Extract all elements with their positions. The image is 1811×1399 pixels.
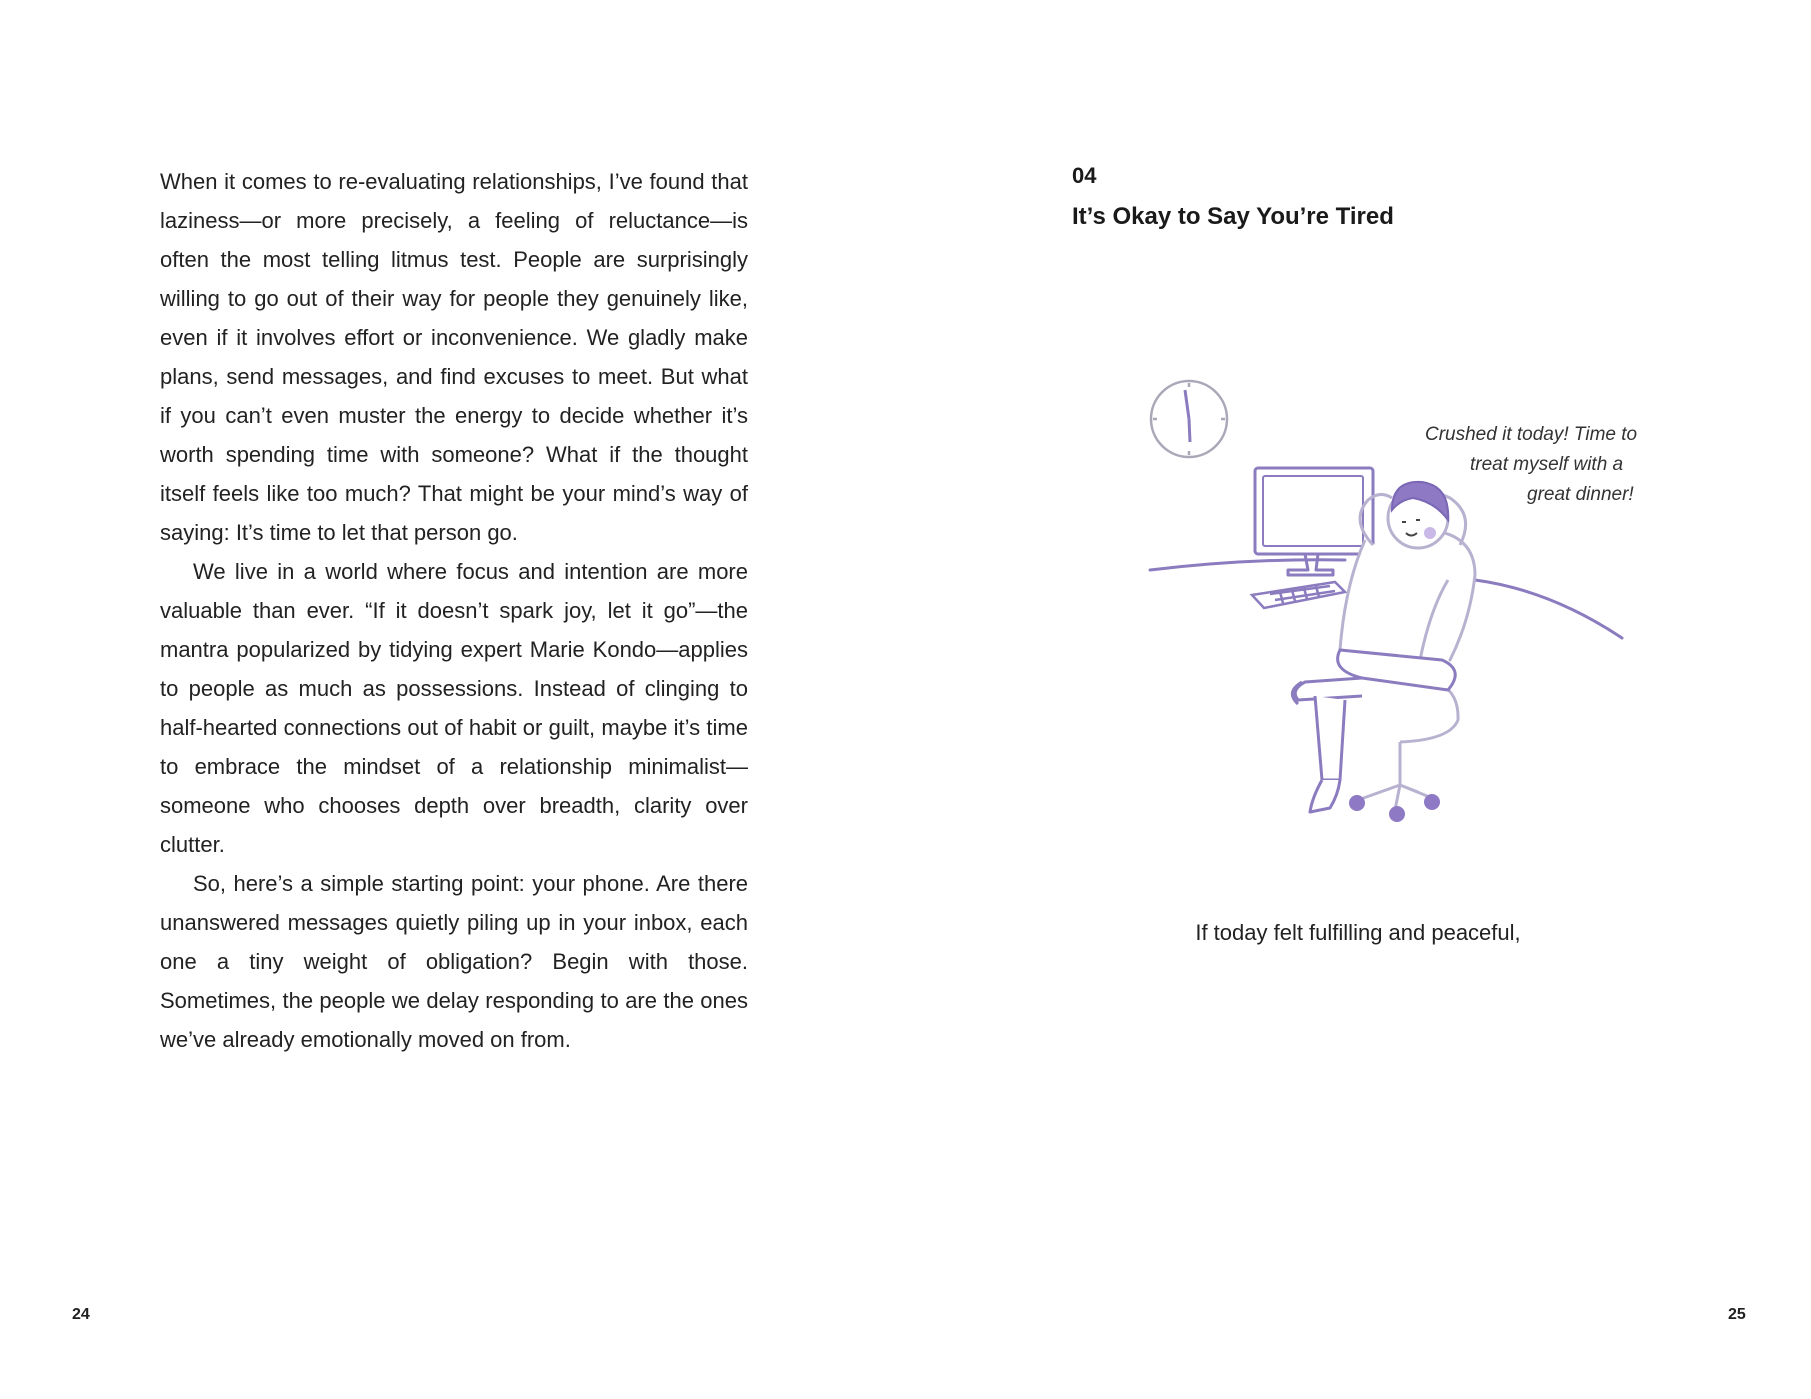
illustration-caption: If today felt fulfilling and peaceful, <box>1195 920 1521 945</box>
person-torso <box>1340 540 1448 660</box>
person-cheek <box>1424 527 1436 539</box>
chair-base <box>1358 742 1432 810</box>
paragraph-3: So, here’s a simple starting point: your phone. Are there unanswered messages quietly piling up in your inbox, each one a tiny weight of obligation? Begin with those. Sometimes, the people we delay responding to are the ones we’ve already emotionally moved on from. <box>160 871 748 1052</box>
chapter-title: It’s Okay to Say You’re Tired <box>1072 203 1394 230</box>
speech-line-3: great dinner! <box>1527 484 1634 505</box>
speech-text <box>1400 420 1680 510</box>
paragraph-2: We live in a world where focus and intention are more valuable than ever. “If it doesn’t spark joy, let it go”—the mantra popularized by tidying expert Marie Kondo—applies to people as much as possessions. Instead of clinging to half-hearted connections out of habit or guilt, maybe it’s time to embrace the mindset of a relationship minimalist—someone who chooses depth over breadth, clarity over clutter. <box>160 559 748 857</box>
person-lower-leg <box>1315 696 1345 780</box>
page-number-right: 25 <box>1728 1306 1746 1323</box>
paragraph-1: When it comes to re-evaluating relationships, I’ve found that laziness—or more precisely, a feeling of reluctance—is often the most telling litmus test. People are surprisingly willing to go out of their way for people they genuinely like, even if it involves effort or inconvenience. We gladly make plans, send messages, and find excuses to meet. But what if you can’t even muster the energy to decide whether it’s worth spending time with someone? What if the thought itself feels like too much? That might be your mind’s way of saying: It’s time to let that person go. <box>160 169 748 545</box>
chair-wheels <box>1349 794 1440 822</box>
desk-curve <box>1475 580 1622 638</box>
left-page <box>0 0 905 1399</box>
chapter-number: 04 <box>1072 163 1097 188</box>
body-text <box>160 162 748 1059</box>
page-number-left: 24 <box>72 1306 90 1323</box>
person-crossed-leg <box>1295 678 1362 700</box>
speech-line-2: treat myself with a <box>1470 454 1624 475</box>
speech-line-1: Crushed it today! Time to <box>1425 424 1638 445</box>
person-foot <box>1310 780 1340 812</box>
keyboard-icon <box>1252 582 1345 608</box>
clock-icon <box>1151 381 1227 457</box>
